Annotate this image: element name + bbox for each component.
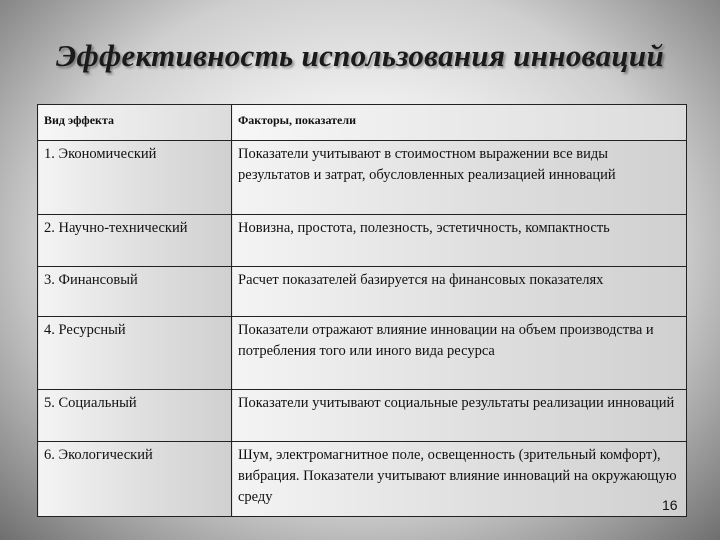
factors-cell: Показатели учитывают в стоимостном выражении все виды результатов и затрат, обусловленных реализацией инноваций [232, 141, 687, 215]
header-factors: Факторы, показатели [232, 105, 687, 141]
factors-cell: Показатели учитывают социальные результаты реализации инноваций [232, 390, 687, 442]
effect-type-cell: 2. Научно-технический [38, 215, 232, 267]
effect-type-cell: 1. Экономический [38, 141, 232, 215]
header-effect-type: Вид эффекта [38, 105, 232, 141]
factors-cell: Новизна, простота, полезность, эстетичность, компактность [232, 215, 687, 267]
table-row [38, 215, 687, 267]
slide-title: Эффективность использования инноваций [56, 38, 664, 73]
factors-cell: Шум, электромагнитное поле, освещенность (зрительный комфорт), вибрация. Показатели учитывают влияние инноваций на окружающую среду [232, 442, 687, 517]
table-row [38, 442, 687, 517]
effect-type-cell: 5. Социальный [38, 390, 232, 442]
table-row [38, 141, 687, 215]
factors-cell: Расчет показателей базируется на финансовых показателях [232, 267, 687, 317]
effect-type-cell: 6. Экологический [38, 442, 232, 517]
table-header-row [38, 105, 687, 141]
table-row [38, 317, 687, 390]
page-number: 16 [662, 497, 678, 513]
effects-table [37, 104, 687, 517]
effect-type-cell: 3. Финансовый [38, 267, 232, 317]
table-row [38, 267, 687, 317]
table-row [38, 390, 687, 442]
factors-cell: Показатели отражают влияние инновации на объем производства и потребления того или иного вида ресурса [232, 317, 687, 390]
effect-type-cell: 4. Ресурсный [38, 317, 232, 390]
